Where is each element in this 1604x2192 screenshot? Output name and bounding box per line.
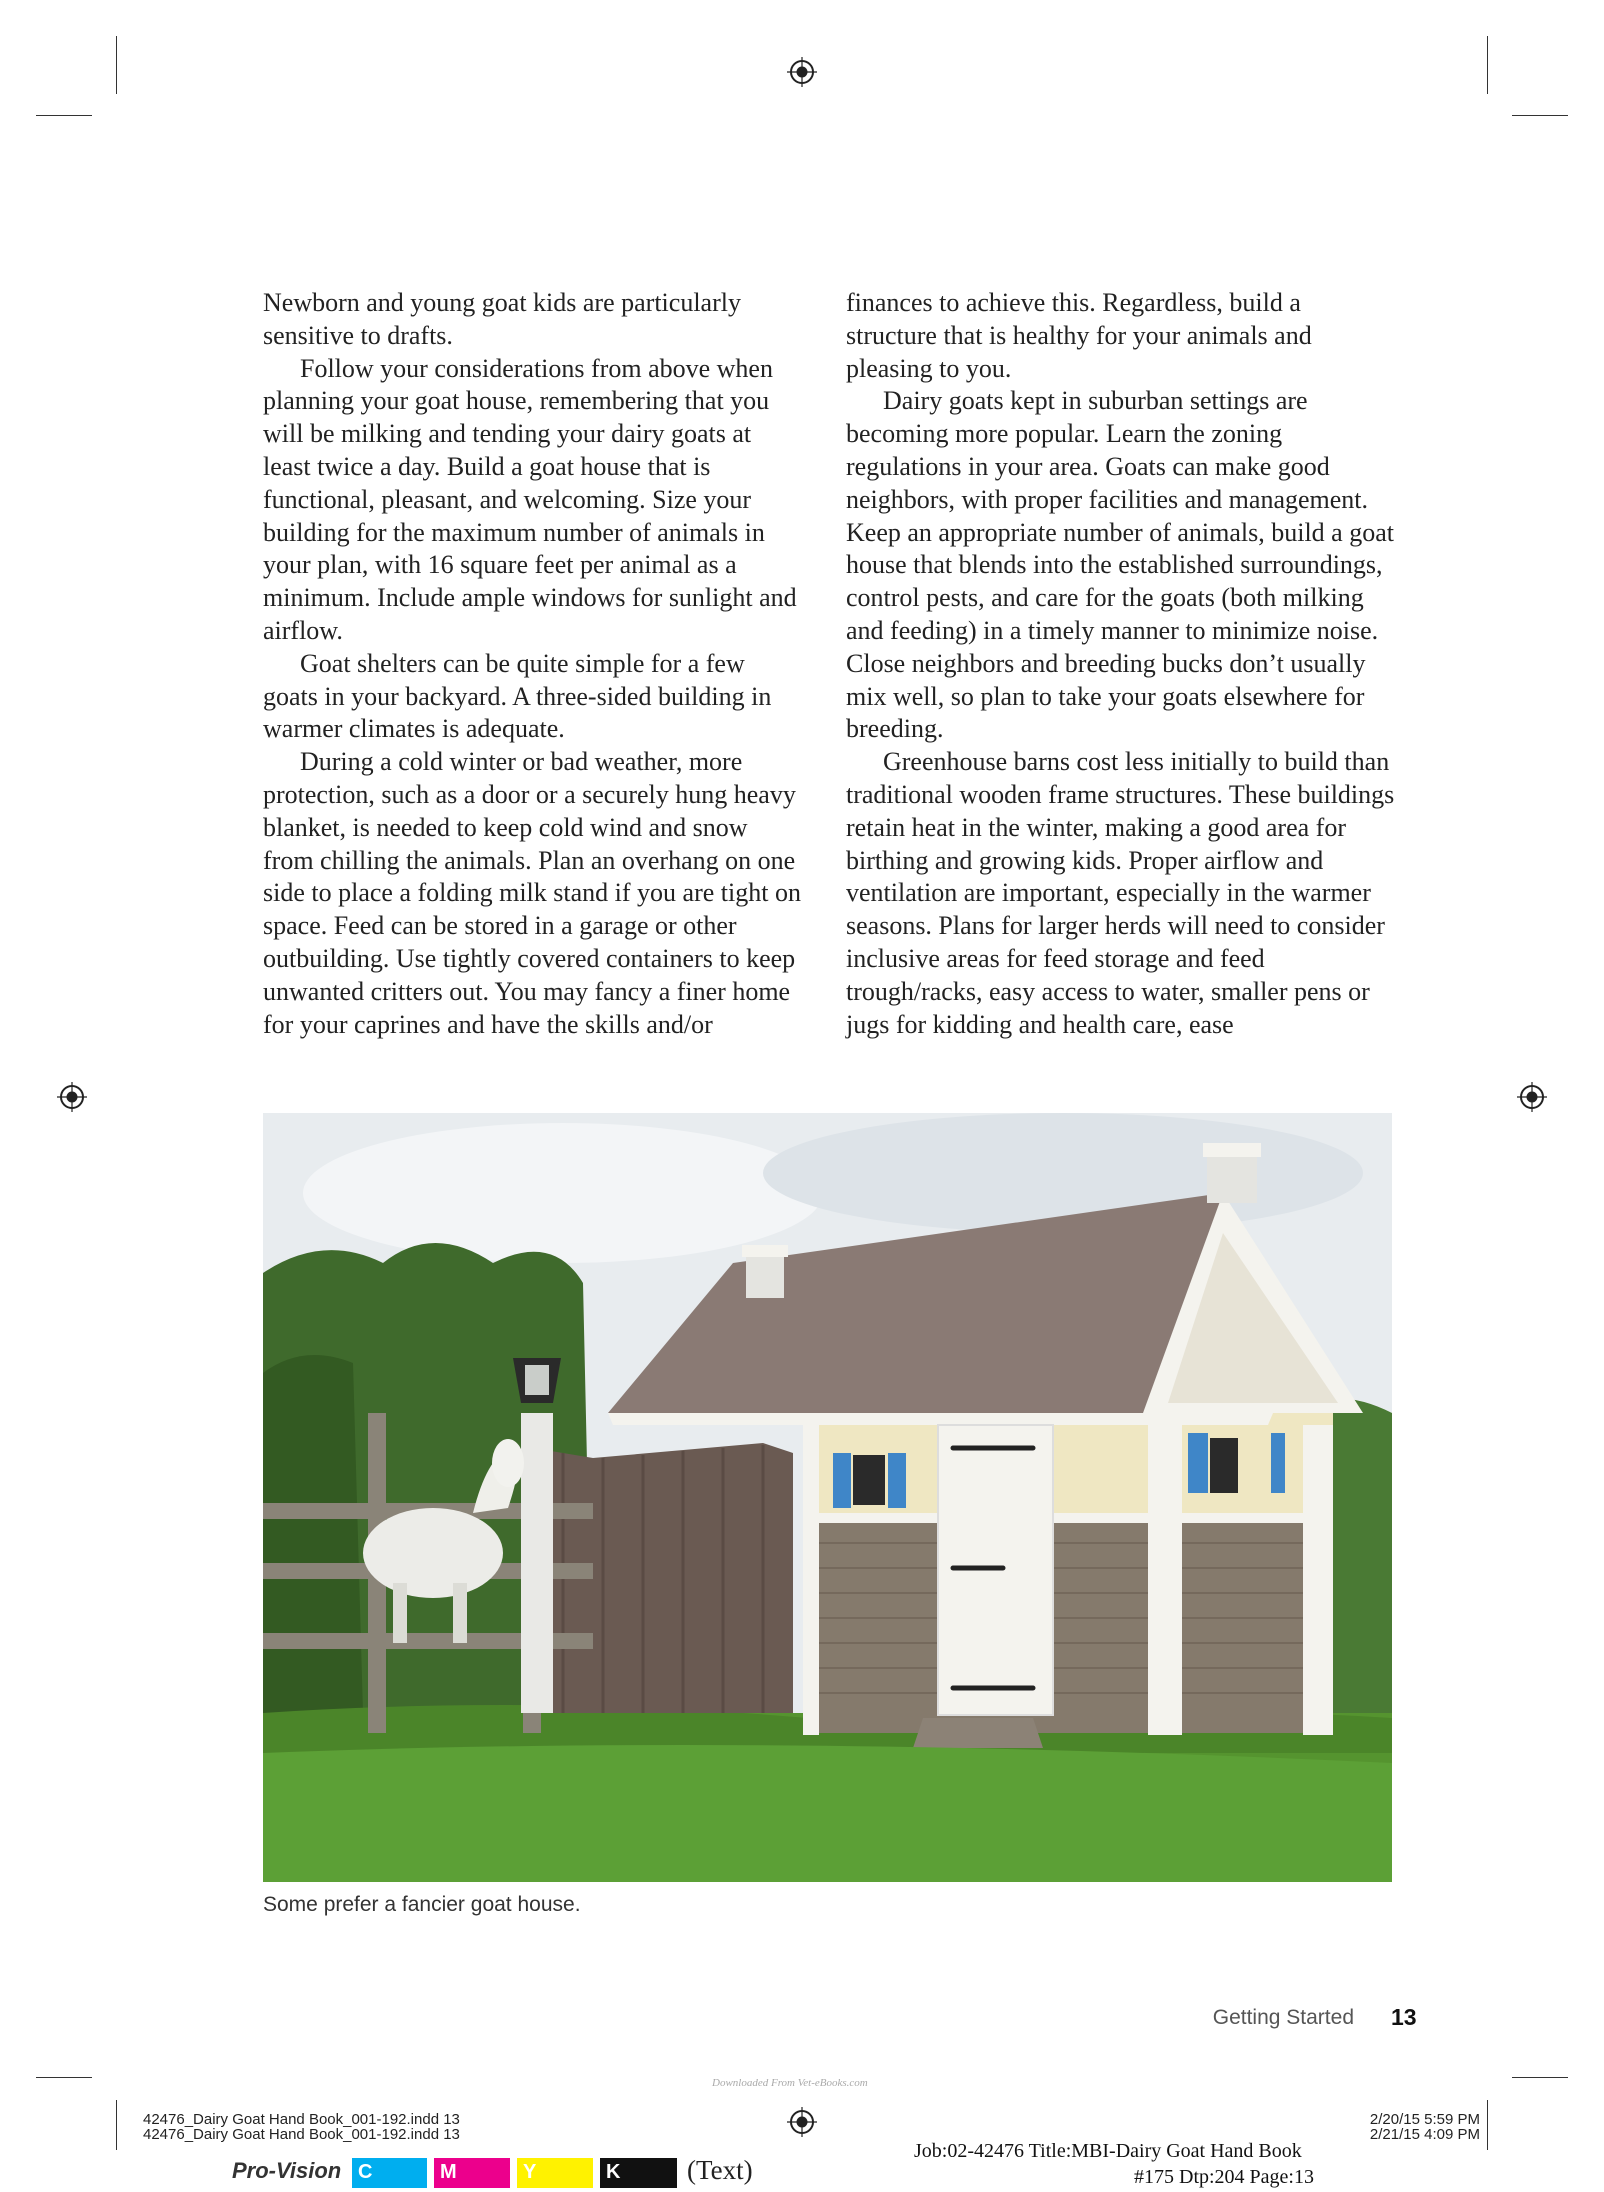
slug-date-line-1: 2/20/15 5:59 PM: [1369, 2111, 1480, 2128]
slug-file-line-1: 42476_Dairy Goat Hand Book_001-192.indd 13: [143, 2111, 460, 2128]
swatch-magenta: M: [434, 2158, 510, 2188]
body-column-right: [846, 287, 1396, 1041]
registration-mark-bottom-icon: [787, 2107, 817, 2137]
paragraph: Follow your considerations from above when planning your goat house, remembering that you will be milking and tending your dairy goats at least twice a day. Build a goat house that is functional, pleasant, and welcoming. Size your building for the maximum number of animals in your plan, with 16 square feet per animal as a minimum. Include ample windows for sunlight and airflow.: [263, 353, 797, 645]
goat-house-photo: [263, 1113, 1392, 1882]
swatch-cyan: C: [352, 2158, 427, 2188]
registration-mark-right-icon: [1517, 1082, 1547, 1112]
paragraph: Dairy goats kept in suburban settings are becoming more popular. Learn the zoning regulations in your area. Goats can make good neighbors, with proper facilities and management. Keep an appropriate number of animals, build a goat house that blends into the established surroundings, control pests, and care for the goats (both milking and feeding) in a timely manner to minimize noise. Close neighbors and breeding bucks don’t usually mix well, so plan to take your goats elsewhere for breeding.: [846, 386, 1394, 744]
swatch-black: K: [600, 2158, 677, 2188]
body-column-left: [263, 287, 803, 1041]
crop-mark-bottom-right-v: [1487, 2100, 1488, 2150]
slug-date-line-2: 2/21/15 4:09 PM: [1369, 2126, 1480, 2143]
crop-mark-bottom-left-v: [116, 2100, 117, 2150]
figure-caption: Some prefer a fancier goat house.: [263, 1893, 581, 1916]
slug-file-line-2: 42476_Dairy Goat Hand Book_001-192.indd 13: [143, 2126, 460, 2143]
running-footer-section: Getting Started: [1212, 2006, 1354, 2029]
registration-mark-left-icon: [57, 1082, 87, 1112]
crop-mark-top-left-v: [116, 36, 117, 94]
swatch-yellow: Y: [517, 2158, 593, 2188]
paragraph: Newborn and young goat kids are particularly sensitive to drafts.: [263, 288, 741, 350]
goat-house-illustration: [263, 1113, 1392, 1882]
pro-vision-logo: Pro-Vision: [232, 2158, 342, 2183]
paragraph: Goat shelters can be quite simple for a few goats in your backyard. A three-sided building in warmer climates is adequate.: [263, 648, 772, 744]
page-number: 13: [1391, 2004, 1417, 2030]
paragraph: Greenhouse barns cost less initially to build than traditional wooden frame structures. These buildings retain heat in the winter, making a good area for birthing and growing kids. Proper airflow and ventilation are important, especially in the warmer seasons. Plans for larger herds will need to consider inclusive areas for feed storage and feed trough/racks, easy access to water, smaller pens or jugs for kidding and health care, ease: [846, 747, 1395, 1039]
paragraph: finances to achieve this. Regardless, build a structure that is healthy for your animals and pleasing to you.: [846, 288, 1312, 383]
text-plate-label: (Text): [687, 2155, 753, 2185]
job-info-line: Job:02-42476 Title:MBI-Dairy Goat Hand Book: [914, 2140, 1302, 2162]
registration-mark-top-icon: [787, 57, 817, 87]
download-watermark: Downloaded From Vet-eBooks.com: [712, 2077, 868, 2089]
paragraph: During a cold winter or bad weather, more protection, such as a door or a securely hung heavy blanket, is needed to keep cold wind and snow from chilling the animals. Plan an overhang on one side to place a folding milk stand if you are tight on space. Feed can be stored in a garage or other outbuilding. Use tightly covered containers to keep unwanted critters out. You may fancy a finer home for your caprines and have the skills and/or: [263, 747, 801, 1039]
crop-mark-bottom-left-h: [36, 2077, 92, 2078]
crop-mark-top-left-h: [36, 115, 92, 116]
crop-mark-bottom-right-h: [1512, 2077, 1568, 2078]
crop-mark-top-right-h: [1512, 115, 1568, 116]
crop-mark-top-right-v: [1487, 36, 1488, 94]
job-info-line-2: #175 Dtp:204 Page:13: [1134, 2166, 1314, 2188]
